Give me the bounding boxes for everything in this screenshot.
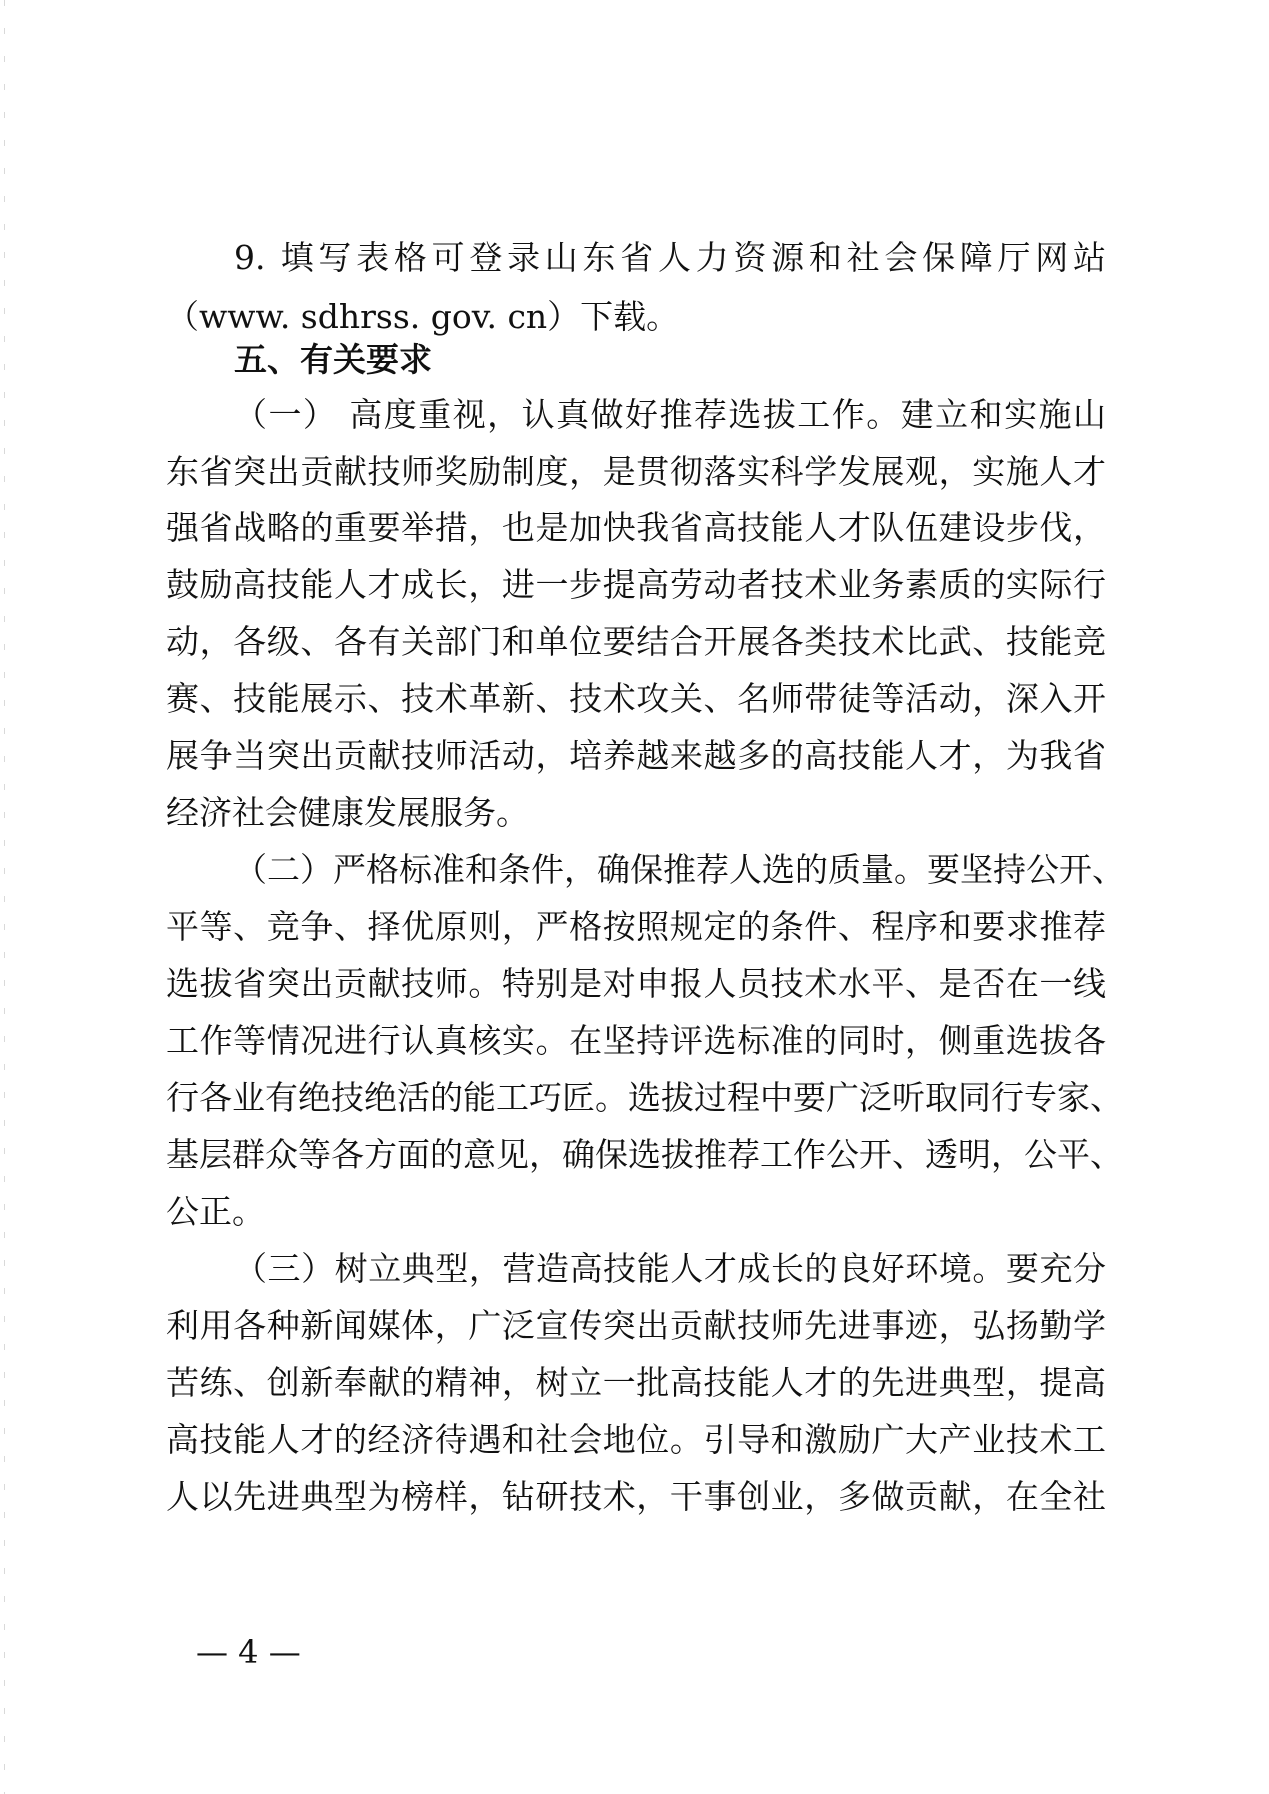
para2-line-2: 平等、竞争、择优原则，严格按照规定的条件、程序和要求推荐 (166, 907, 1106, 946)
para3-line-1: （三）树立典型，营造高技能人才成长的良好环境。要充分 (234, 1249, 1106, 1288)
para2-line-6: 基层群众等各方面的意见，确保选拔推荐工作公开、透明，公平、 (166, 1135, 1123, 1174)
item9-line-2: （www. sdhrss. gov. cn）下载。 (166, 297, 680, 336)
para1-line-2: 东省突出贡献技师奖励制度，是贯彻落实科学发展观，实施人才 (166, 452, 1106, 491)
para1-line-4: 鼓励高技能人才成长，进一步提高劳动者技术业务素质的实际行 (166, 565, 1106, 604)
para2-line-1: （二）严格标准和条件，确保推荐人选的质量。要坚持公开、 (234, 850, 1125, 889)
para2-line-3: 选拔省突出贡献技师。特别是对申报人员技术水平、是否在一线 (166, 964, 1106, 1003)
para1-line-5: 动，各级、各有关部门和单位要结合开展各类技术比武、技能竞 (166, 622, 1106, 661)
para1-line-8: 经济社会健康发展服务。 (166, 793, 529, 832)
para1-line-6: 赛、技能展示、技术革新、技术攻关、名师带徒等活动，深入开 (166, 679, 1106, 718)
scan-edge-mark (4, 0, 5, 1794)
para1-line-7: 展争当突出贡献技师活动，培养越来越多的高技能人才，为我省 (166, 736, 1106, 775)
page-number: — 4 — (196, 1633, 301, 1671)
section-heading: 五、有关要求 (234, 340, 432, 379)
para1-line-3: 强省战略的重要举措，也是加快我省高技能人才队伍建设步伐， (166, 508, 1106, 547)
para3-line-2: 利用各种新闻媒体，广泛宣传突出贡献技师先进事迹，弘扬勤学 (166, 1306, 1106, 1345)
para3-line-5: 人以先进典型为榜样，钻研技术，干事创业，多做贡献，在全社 (166, 1477, 1106, 1516)
para3-line-3: 苦练、创新奉献的精神，树立一批高技能人才的先进典型，提高 (166, 1363, 1106, 1402)
para3-line-4: 高技能人才的经济待遇和社会地位。引导和激励广大产业技术工 (166, 1420, 1106, 1459)
item9-line-1: 9. 填写表格可登录山东省人力资源和社会保障厅网站 (234, 238, 1106, 277)
para2-line-7: 公正。 (166, 1192, 265, 1231)
para1-line-1: （一） 高度重视，认真做好推荐选拔工作。建立和实施山 (234, 395, 1106, 434)
para2-line-4: 工作等情况进行认真核实。在坚持评选标准的同时，侧重选拔各 (166, 1021, 1106, 1060)
para2-line-5: 行各业有绝技绝活的能工巧匠。选拔过程中要广泛听取同行专家、 (166, 1078, 1123, 1117)
